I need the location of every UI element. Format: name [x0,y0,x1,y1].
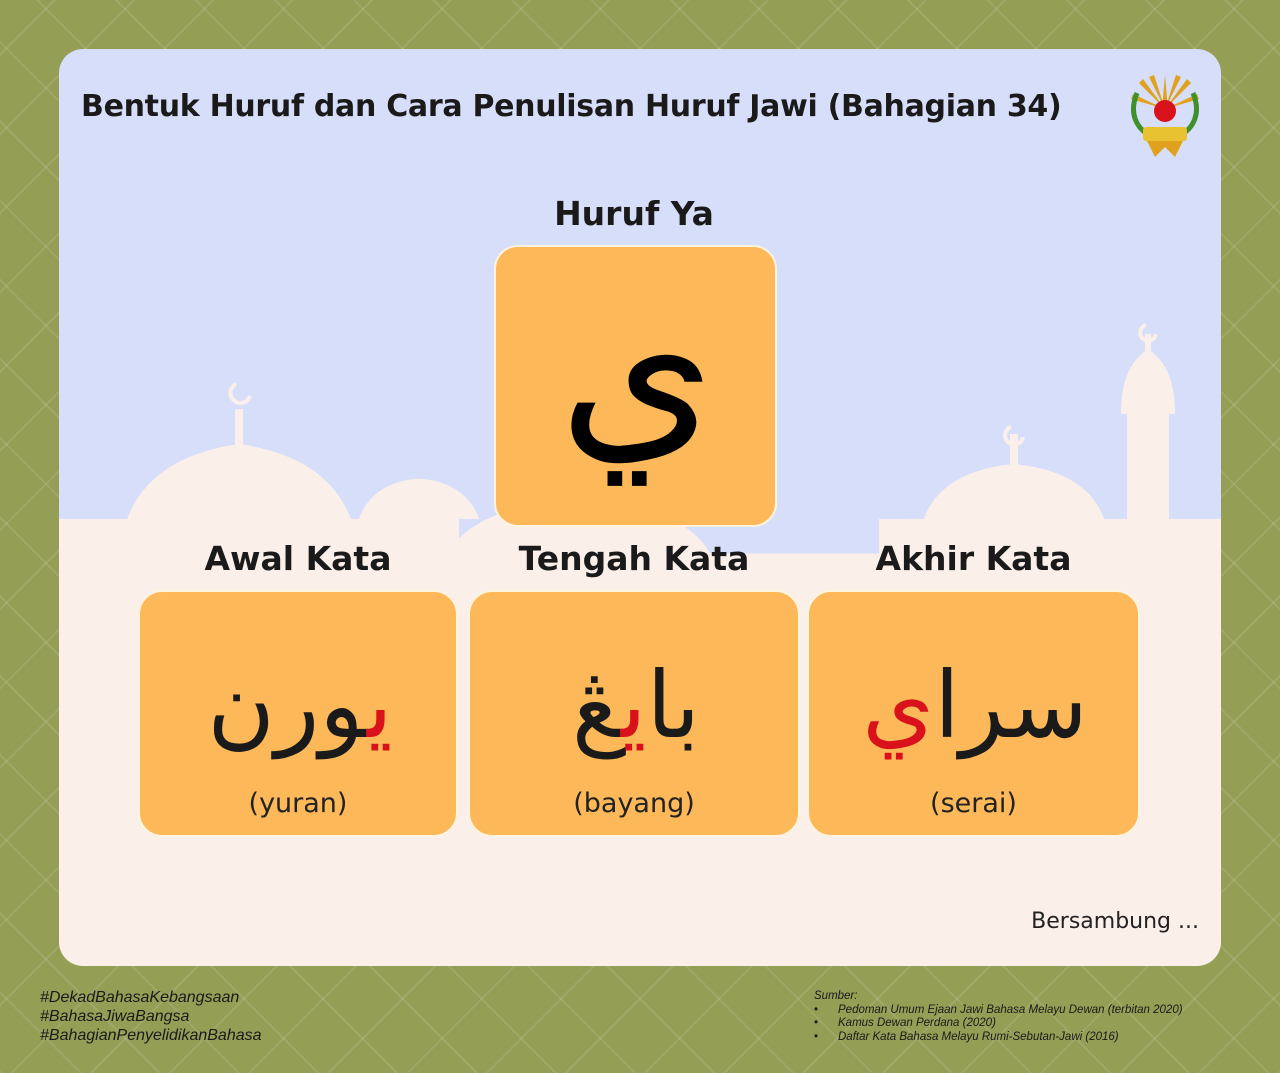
caption-medial: (bayang) [573,788,695,819]
hashtag-item: #DekadBahasaKebangsaan [40,989,240,1006]
hashtag-item: #BahagianPenyelidikanBahasa [40,1027,262,1044]
main-letter: ي [558,252,716,485]
continued-note: Bersambung ... [1031,909,1199,934]
svg-text:بايڠ [572,652,700,760]
svg-text:يورن [207,652,392,760]
form-tile-initial [138,590,458,837]
word-start-medial: با [646,652,701,759]
source-item: • Kamus Dewan Perdana (2020) [838,1017,1183,1031]
caption-final: (serai) [930,788,1017,819]
form-heading-medial: Tengah Kata [518,539,750,578]
main-heading: Huruf Ya [554,194,714,233]
content-card [59,49,1221,966]
source-label: Sumber: [814,990,858,1002]
source-list [814,990,1183,1044]
emblem-logo [1119,67,1211,159]
hashtag-list [40,988,262,1045]
word-rest-initial: ورن [207,652,367,759]
form-tile-final [807,590,1140,837]
word-rest-final: سرا [934,652,1088,759]
svg-text:سراي [862,652,1087,760]
source-item: • Daftar Kata Bahasa Melayu Rumi-Sebutan-Jawi (2016) [838,1031,1183,1045]
form-heading-initial: Awal Kata [204,539,392,578]
source-item: • Pedoman Umum Ejaan Jawi Bahasa Melayu Dewan (terbitan 2020) [838,1004,1183,1018]
page-title: Bentuk Huruf dan Cara Penulisan Huruf Jawi (Bahagian 34) [81,89,1062,124]
caption-initial: (yuran) [248,788,348,819]
form-heading-final: Akhir Kata [875,539,1072,578]
word-highlight-medial: ي [620,652,647,759]
hashtag-item: #BahasaJiwaBangsa [40,1008,190,1025]
form-tile-medial [468,590,800,837]
word-rest-medial: ڠ [571,652,621,759]
word-highlight-initial: ي [366,652,393,759]
main-letter-tile [494,245,777,527]
word-highlight-final: ي [862,652,935,759]
